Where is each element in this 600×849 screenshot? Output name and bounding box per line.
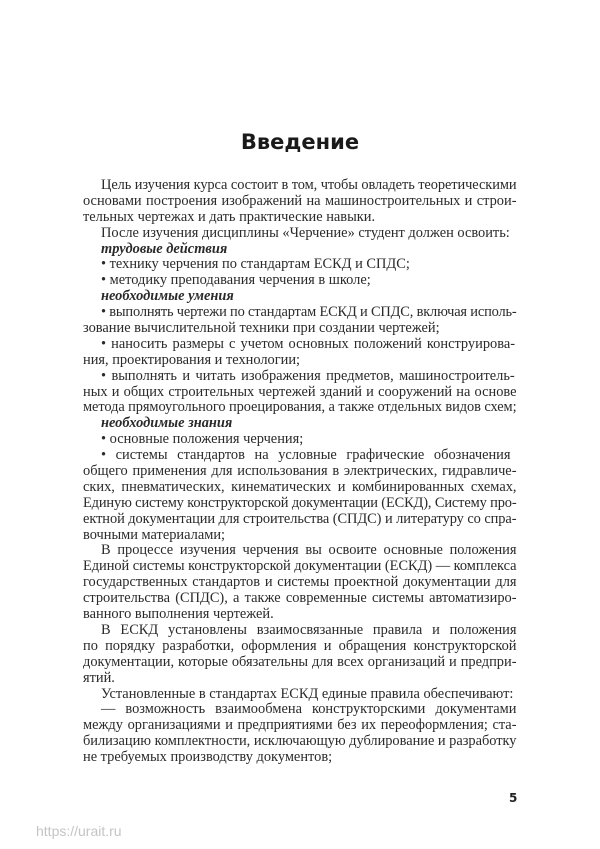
text-line: • методику преподавания черчения в школе;	[101, 273, 371, 289]
text-line-row	[83, 448, 517, 464]
text-line-row	[83, 226, 517, 242]
text-line-row	[83, 559, 517, 575]
text-line: • технику черчения по стандартам ЕСКД и СПДС;	[101, 257, 410, 273]
page-number: 5	[509, 791, 518, 805]
text-line: строительства (СПДС), а также современные системы автоматизиро-	[83, 591, 517, 607]
text-line-row	[83, 432, 517, 448]
text-line-row	[83, 385, 517, 401]
text-line-row	[83, 639, 517, 655]
text-line: ектной документации для строительства (СПДС) и литературу со спра-	[83, 511, 517, 527]
text-line-row	[83, 671, 517, 687]
text-line-row	[83, 591, 517, 607]
text-line: по порядку разработки, оформления и обращения конструкторской	[83, 638, 517, 654]
text-line: основами построения изображений на машиностроительных и строи-	[83, 193, 517, 209]
text-line-row	[83, 655, 517, 671]
text-line: метода прямоугольного проецирования, а также отдельных видов схем;	[83, 400, 517, 416]
text-line-row	[83, 353, 517, 369]
text-line-row	[83, 702, 517, 718]
text-line-row	[83, 750, 517, 766]
page-title: Введение	[240, 130, 360, 154]
section-heading-line	[83, 416, 517, 432]
text-line: • выполнять чертежи по стандартам ЕСКД и СПДС, включая исполь-	[101, 305, 517, 321]
text-line: Установленные в стандартах ЕСКД единые правила обеспечивают:	[101, 686, 514, 702]
text-line: В ЕСКД установлены взаимосвязанные правила и положения	[101, 622, 517, 638]
text-line: билизацию комплектности, исключающую дублирование и разработку	[83, 734, 517, 750]
text-line: ния, проектирования и технологии;	[83, 352, 301, 368]
text-line: между организациями и предприятиями без их переоформления; ста-	[83, 718, 517, 734]
text-line-row	[83, 607, 517, 623]
text-line: ских, пневматических, кинематических и комбинированных схемах,	[83, 479, 517, 495]
text-line-row	[83, 337, 517, 353]
text-line: • основные положения черчения;	[101, 432, 304, 448]
watermark-link[interactable]: https://urait.ru	[36, 823, 122, 839]
text-line: документации, которые обязательны для всех организаций и предпри-	[83, 654, 517, 670]
text-line-row	[83, 400, 517, 416]
text-line-row	[83, 480, 517, 496]
text-line-row	[83, 210, 517, 226]
text-line-row	[83, 528, 517, 544]
section-heading: необходимые знания	[101, 416, 233, 432]
text-line-row	[83, 257, 517, 273]
text-line: ных и общих строительных чертежей зданий и сооружений на основе	[83, 384, 517, 400]
text-line-row	[83, 687, 517, 703]
text-line: ванного выполнения чертежей.	[83, 607, 274, 623]
text-line: После изучения дисциплины «Черчение» студент должен освоить:	[101, 225, 510, 241]
text-line-row	[83, 734, 517, 750]
text-line-row	[83, 194, 517, 210]
text-line: ятий.	[83, 670, 115, 686]
body-text	[83, 178, 517, 766]
text-line: В процессе изучения черчения вы освоите основные положения	[101, 543, 517, 559]
text-line-row	[83, 496, 517, 512]
text-line-row	[83, 575, 517, 591]
text-line: Цель изучения курса состоит в том, чтобы овладеть теоретическими	[101, 178, 517, 193]
text-line: не требуемых производству документов;	[83, 750, 333, 766]
section-heading: необходимые умения	[101, 289, 234, 305]
text-line: вочными материалами;	[83, 527, 226, 543]
text-line-row	[83, 623, 517, 639]
text-line: государственных стандартов и системы проектной документации для	[83, 575, 517, 591]
text-line: • наносить размеры с учетом основных положений конструирова-	[101, 336, 515, 352]
text-line: • системы стандартов на условные графические обозначения	[101, 448, 511, 464]
text-line-row	[83, 464, 517, 480]
text-line: • выполнять и читать изображения предметов, машиностроитель-	[101, 368, 515, 384]
text-line: общего применения для использования в электрических, гидравличе-	[83, 464, 517, 480]
text-line-row	[83, 321, 517, 337]
text-line: тельных чертежах и дать практические навыки.	[83, 209, 376, 225]
text-line-row	[83, 512, 517, 528]
text-line-row	[83, 305, 517, 321]
text-line-row	[83, 718, 517, 734]
text-line-row	[83, 369, 517, 385]
section-heading: трудовые действия	[101, 241, 228, 257]
text-line-row	[83, 273, 517, 289]
text-line: Единую систему конструкторской документации (ЕСКД), Систему про-	[83, 495, 517, 511]
text-line: Единой системы конструкторской документации (ЕСКД) — комплекса	[83, 559, 517, 575]
section-heading-line	[83, 242, 517, 258]
section-heading-line	[83, 289, 517, 305]
text-line-row	[83, 543, 517, 559]
text-line: — возможность взаимообмена конструкторскими документами	[101, 702, 517, 718]
text-line: зование вычислительной техники при создании чертежей;	[83, 321, 440, 337]
text-line-row	[83, 178, 517, 194]
